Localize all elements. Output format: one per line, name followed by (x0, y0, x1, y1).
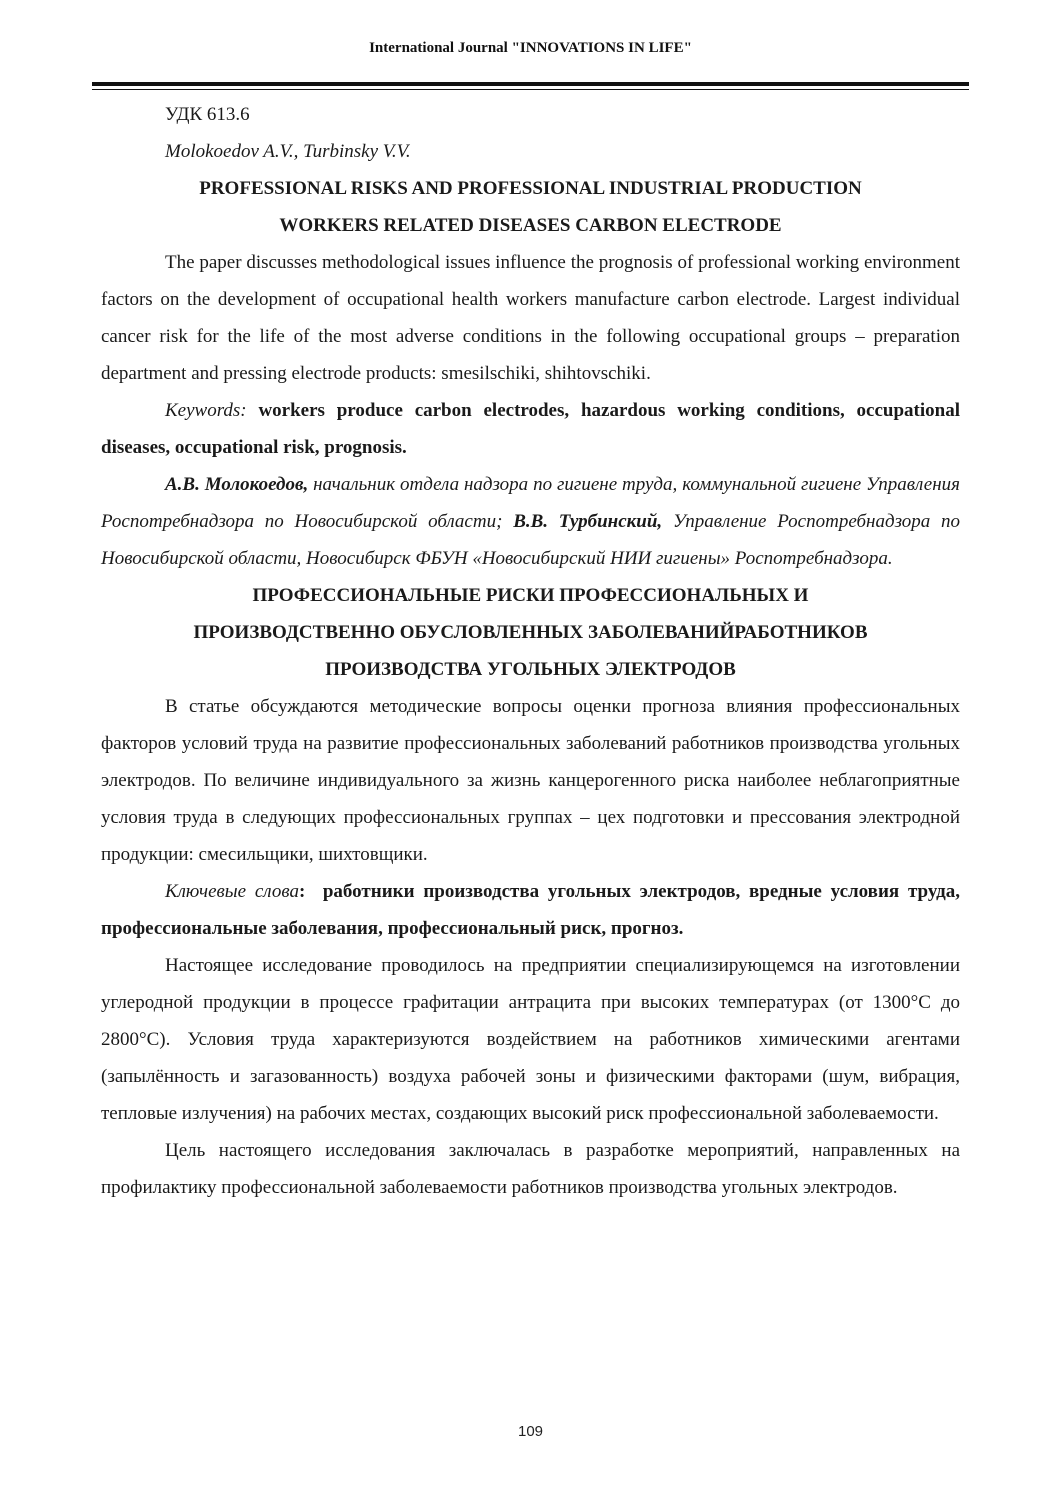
keywords-en-label: Keywords: (165, 400, 247, 421)
author2-name: В.В. Турбинский, (513, 511, 663, 532)
title-ru-line-1: ПРОФЕССИОНАЛЬНЫЕ РИСКИ ПРОФЕССИОНАЛЬНЫХ И (252, 585, 809, 606)
abstract-en: The paper discusses methodological issues influence the prognosis of professional working environment factors on the development of occupational health workers manufacture carbon electrode. Largest individual cancer risk for the life of the most adverse conditions in the following occupational groups – preparation department and pressing electrode products: smesilschiki, shihtovschiki. (101, 252, 960, 384)
keywords-ru-colon: : (298, 881, 306, 902)
author-affiliations (101, 466, 960, 577)
title-en-line-2: WORKERS RELATED DISEASES CARBON ELECTRODE (279, 215, 782, 236)
author1-affiliation: начальник отдела надзора по гигиене труда, коммунальной гигиене Управления Роспотребнадзора по Новосибирской области; (101, 474, 961, 532)
keywords-ru (101, 873, 960, 947)
page-number: 109 (517, 1423, 544, 1440)
keywords-en-text: workers produce carbon electrodes, hazardous working conditions, occupational diseases, occupational risk, prognosis. (101, 400, 961, 458)
title-en-line-1: PROFESSIONAL RISKS AND PROFESSIONAL INDUSTRIAL PRODUCTION (199, 178, 862, 199)
author1-name: А.В. Молокоедов, (165, 474, 309, 495)
article-body (101, 96, 960, 1206)
header-rule-thin (92, 89, 969, 90)
header-rule-thick (92, 82, 969, 86)
author2-affiliation: Управление Роспотребнадзора по Новосибирской области, Новосибирск ФБУН «Новосибирский НИИ гигиены» Роспотребнадзора. (101, 511, 961, 569)
title-ru-line-3: ПРОИЗВОДСТВА УГОЛЬНЫХ ЭЛЕКТРОДОВ (325, 659, 736, 680)
title-ru-line-2: ПРОИЗВОДСТВЕННО ОБУСЛОВЛЕННЫХ ЗАБОЛЕВАНИЙРАБОТНИКОВ (193, 622, 868, 643)
body-paragraph-1: Настоящее исследование проводилось на предприятии специализирующемся на изготовлении углеродной продукции в процессе графитации антрацита при высоких температурах (от 1300°С до 2800°С). Условия труда характеризуются воздействием на работников химическими агентами (запылённость и загазованность) воздуха рабочей зоны и физическими факторами (шум, вибрация, тепловые излучения) на рабочих местах, создающих высокий риск профессиональной заболеваемости. (101, 955, 960, 1124)
keywords-ru-text: работники производства угольных электродов, вредные условия труда, профессиональные заболевания, профессиональный риск, прогноз. (101, 881, 961, 939)
authors-en: Molokoedov A.V., Turbinsky V.V. (165, 141, 411, 162)
abstract-ru: В статье обсуждаются методические вопросы оценки прогноза влияния профессиональных факторов условий труда на развитие профессиональных заболеваний работников производства угольных электродов. По величине индивидуального за жизнь канцерогенного риска наиболее неблагоприятные условия труда в следующих профессиональных группах – цех подготовки и прессования электродной продукции: смесильщики, шихтовщики. (101, 696, 960, 865)
body-paragraph-2: Цель настоящего исследования заключалась в разработке мероприятий, направленных на профилактику профессиональной заболеваемости работников производства угольных электродов. (101, 1140, 960, 1198)
keywords-en (101, 392, 960, 466)
running-header: International Journal "INNOVATIONS IN LIFE" (369, 40, 692, 56)
keywords-ru-label: Ключевые слова (165, 881, 299, 902)
udc-code: УДК 613.6 (165, 104, 250, 125)
